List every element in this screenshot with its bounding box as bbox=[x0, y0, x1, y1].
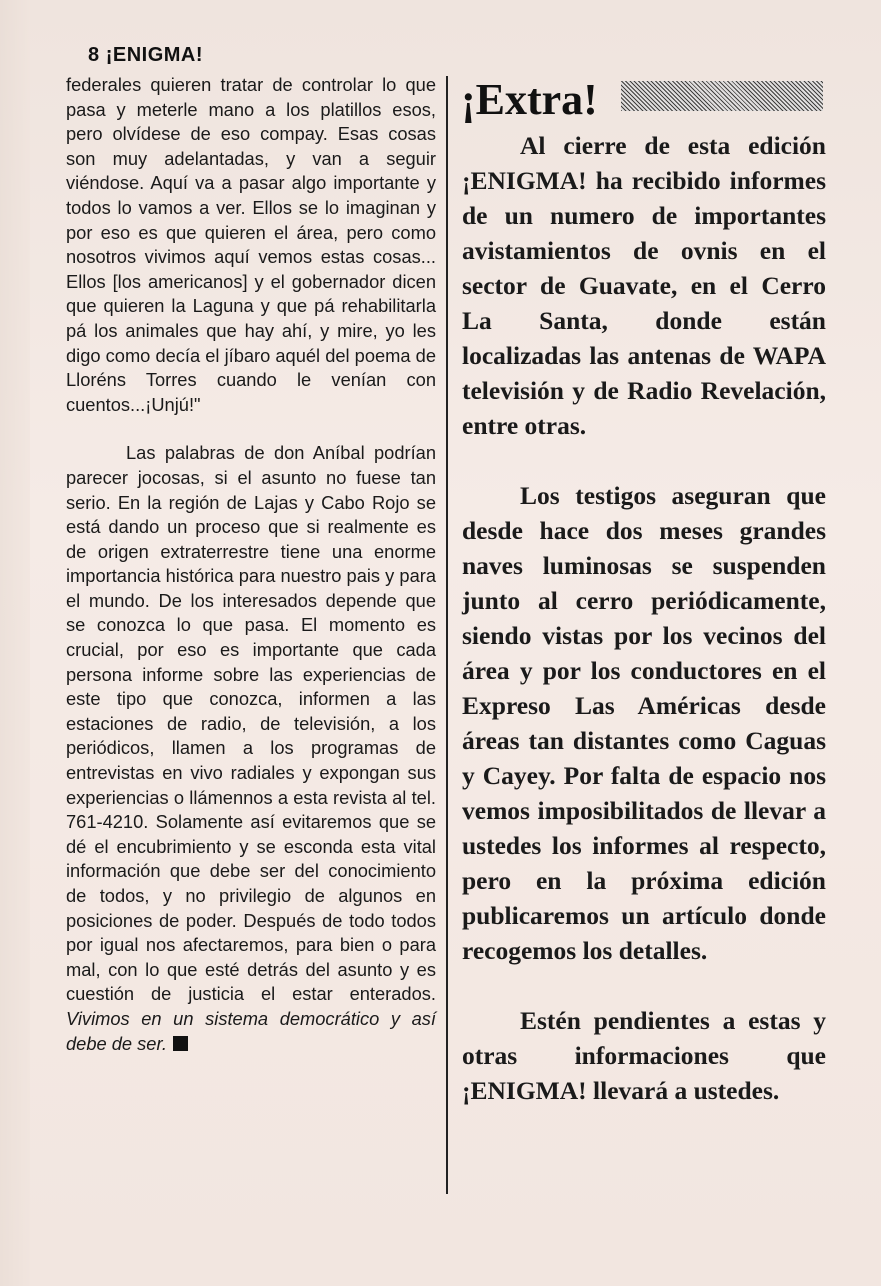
magazine-name: ¡ENIGMA! bbox=[105, 44, 204, 66]
right-paragraph-2: Los testigos aseguran que desde hace dos meses grandes naves luminosas se suspenden junto al cerro periódicamente, siendo vistas por los vecinos del área y por los conductores en el Expreso Las Américas desde áreas tan distantes como Caguas y Cayey. Por falta de espacio nos vemos imposibilitados de llevar a ustedes los informes al respecto, pero en la próxima edición publicaremos un artículo donde recogemos los detalles. bbox=[462, 481, 826, 965]
right-column bbox=[462, 128, 826, 1108]
left-paragraph-2-text: Las palabras de don Aníbal podrían parecer jocosas, si el asunto no fuese tan serio. En la región de Lajas y Cabo Rojo se está dando un proceso que si realmente es de origen extraterrestre tiene una enorme importancia histórica para nuestro pais y para el mundo. De los interesados depende que se conozca lo que pasa. El momento es crucial, por eso es importante que cada persona informe sobre las experiencias de este tipo que conozca, informen a las estaciones de radio, de televisión, a los periódicos, llamen a los programas de entrevistas en vivo radiales y expongan sus experiencias o llámennos a esta revista al tel. 761-4210. Solamente así evitaremos que se dé el encubrimiento y se esconda esta vital información que debe ser del conocimiento de todos, y no privilegio de algunos en posiciones de poder. Después de todo todos por igual nos afectaremos, para bien o para mal, con lo que esté detrás del asunto y es cuestión de justicia el estar enterados. bbox=[66, 442, 436, 1005]
left-column bbox=[66, 73, 436, 1056]
left-paragraph-1: federales quieren tratar de controlar lo que pasa y meterle mano a los platillos esos, pero olvídese de eso compay. Esas cosas son muy adelantadas, y van a seguir viéndose. Aquí va a pasar algo importante y todos lo vamos a ver. Ellos se lo imaginan y por eso es que quieren el área, pero como nosotros vivimos aquí vemos estas cosas... Ellos [los americanos] y el gobernador dicen que quieren la Laguna y que pá rehabilitarla pá los animales que hay ahí, y mire, yo les digo como decía el jíbaro aquél del poema de Lloréns Torres cuando le venían con cuentos...¡Unjú!" bbox=[66, 74, 436, 415]
torn-page-edge bbox=[0, 0, 30, 1286]
end-of-article-square-icon bbox=[173, 1036, 188, 1051]
column-divider bbox=[446, 76, 448, 1194]
extra-title: ¡Extra! bbox=[461, 75, 598, 124]
page-number: 8 bbox=[88, 44, 100, 66]
right-paragraph-3: Estén pendientes a estas y otras informaciones que ¡ENIGMA! llevará a ustedes. bbox=[462, 1006, 826, 1105]
hatched-decoration-bar bbox=[621, 81, 823, 111]
page-header bbox=[88, 44, 203, 67]
left-paragraph-2-italic: Vivimos en un sistema democrático y así debe de ser. bbox=[66, 1007, 436, 1054]
left-paragraph-2 bbox=[66, 441, 436, 1056]
right-paragraph-1: Al cierre de esta edición ¡ENIGMA! ha recibido informes de un numero de importantes avistamientos de ovnis en el sector de Guavate, en el Cerro La Santa, donde están localizadas las antenas de WAPA televisión y de Radio Revelación, entre otras. bbox=[462, 131, 826, 440]
